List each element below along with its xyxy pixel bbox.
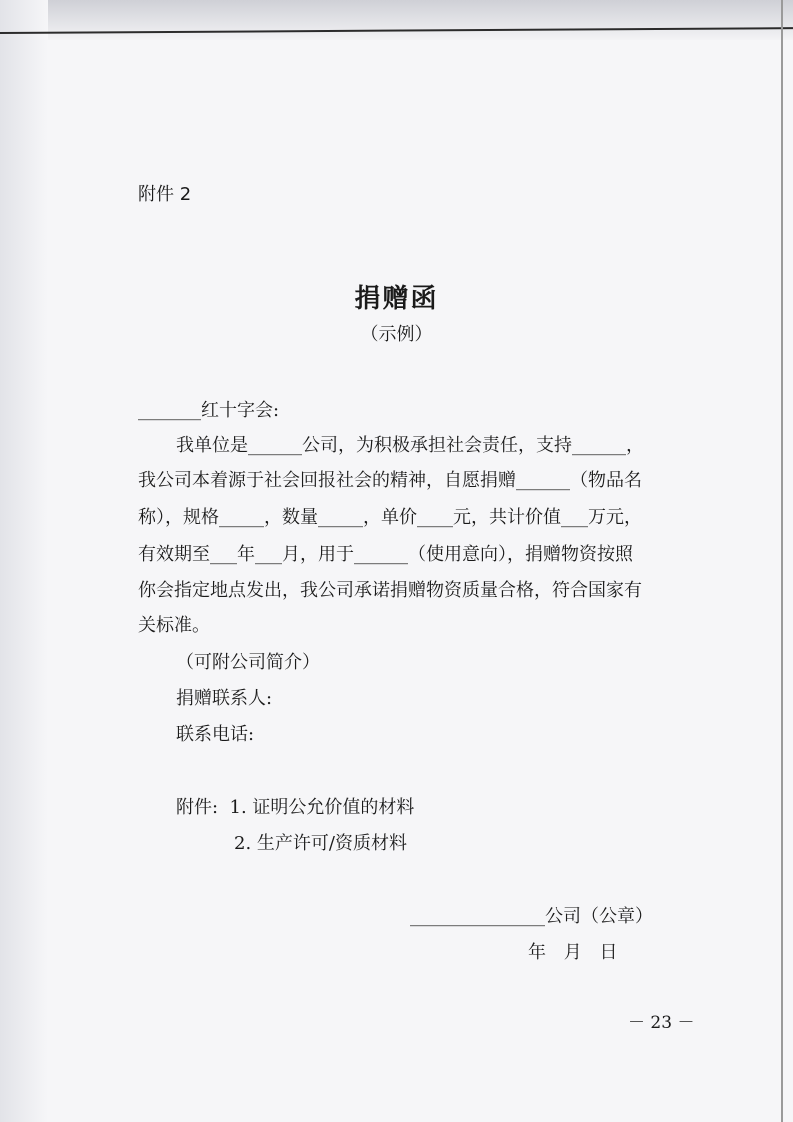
- date-line: 年 月 日: [528, 942, 624, 963]
- scan-edge-right: [781, 0, 783, 1122]
- body-line: 你会指定地点发出，我公司承诺捐赠物资质量合格，符合国家有: [138, 580, 642, 601]
- company-intro-note: （可附公司简介）: [176, 652, 320, 673]
- scan-shadow-top: [0, 0, 793, 40]
- contact-phone-field: 联系电话:: [176, 724, 255, 745]
- body-line: 关标准。: [138, 615, 210, 636]
- attachment-item-1: 附件: 1. 证明公允价值的材料: [176, 797, 415, 818]
- recipient-line: _______红十字会:: [138, 400, 280, 421]
- attachment-item-2: 2. 生产许可/资质材料: [234, 833, 407, 854]
- body-line: 称），规格_____，数量_____，单价____元，共计价值___万元，: [138, 507, 642, 528]
- page-subtitle: （示例）: [360, 324, 433, 345]
- scan-shadow-left: [0, 0, 48, 1122]
- page-number: － 23 －: [628, 1013, 695, 1033]
- body-line: 我公司本着源于社会回报社会的精神，自愿捐赠______（物品名: [138, 470, 642, 491]
- page-title: 捐赠函: [354, 284, 439, 314]
- body-line: 我单位是______公司，为积极承担社会责任，支持______，: [176, 435, 644, 456]
- contact-person-field: 捐赠联系人:: [176, 688, 273, 709]
- attachment-label: 附件 2: [138, 184, 192, 205]
- body-line: 有效期至___年___月，用于______（使用意向），捐赠物资按照: [138, 544, 633, 565]
- company-seal-line: _______________公司（公章）: [410, 906, 653, 927]
